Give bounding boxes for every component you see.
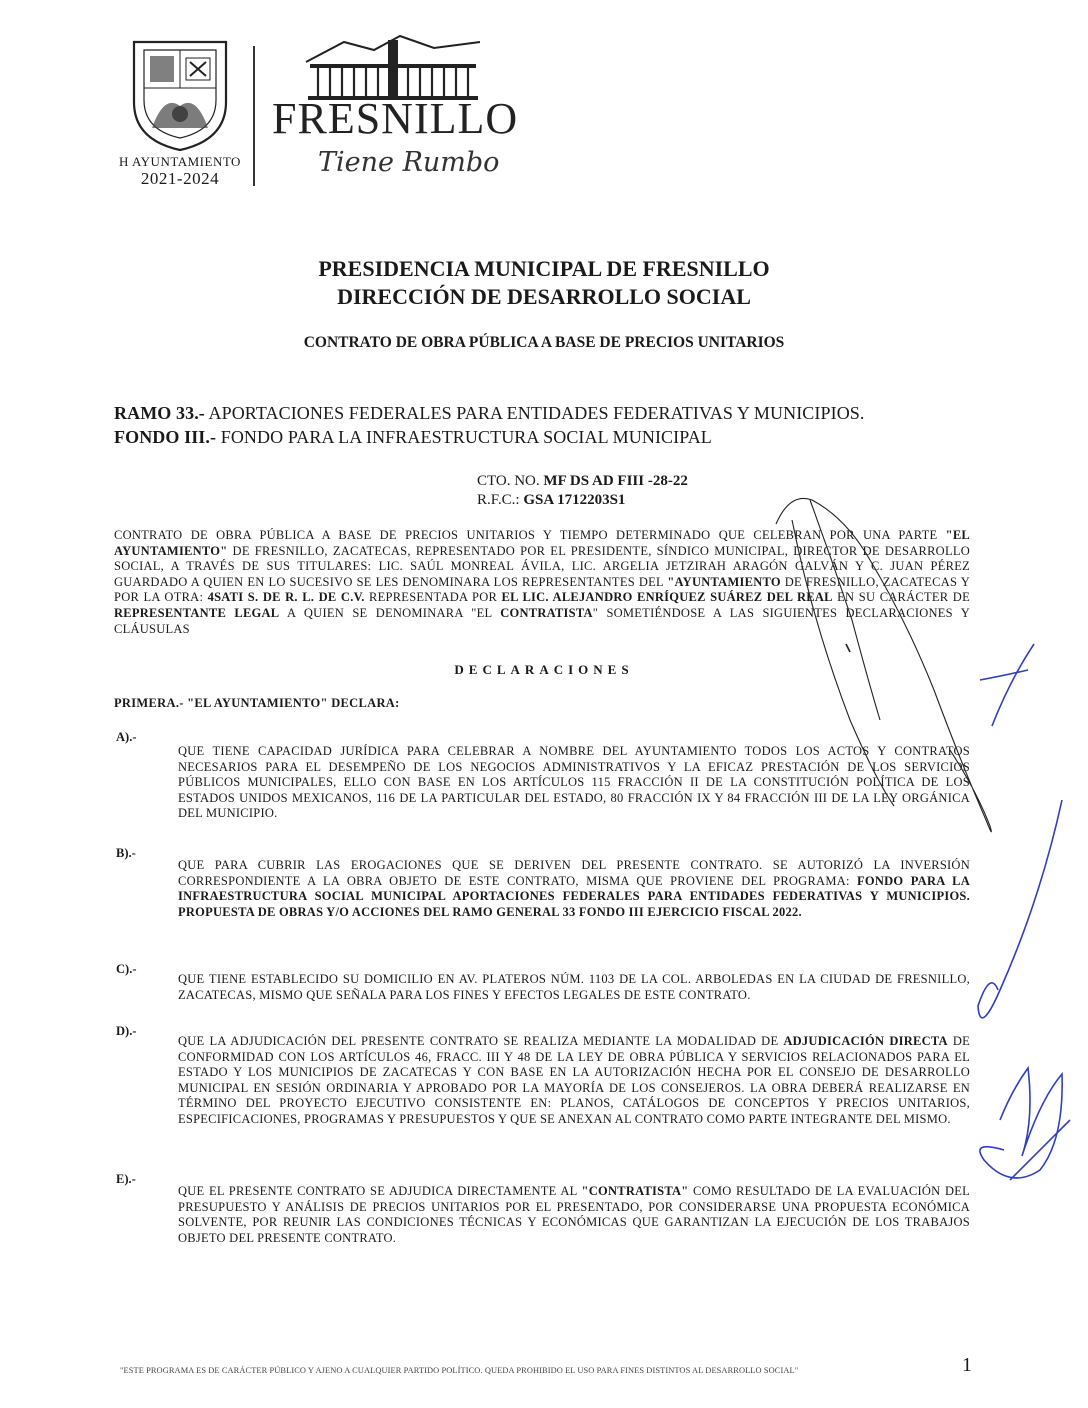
cto-label: CTO. NO. bbox=[477, 473, 544, 489]
clause-e-mark: E).- bbox=[116, 1172, 136, 1186]
ramo-text: APORTACIONES FEDERALES PARA ENTIDADES FEDERATIVAS Y MUNICIPIOS. bbox=[204, 403, 865, 423]
clause-d-text: QUE LA ADJUDICACIÓN DEL PRESENTE CONTRATO SE REALIZA MEDIANTE LA MODALIDAD DE ADJUDICACIÓN DIRECTA DE CONFORMIDAD CON LOS ARTÍCULOS 46, FRACC. III Y 48 DE LA LEY DE OBRA PÚBLICA Y SERVICIOS RELACIONADOS PARA EL ESTADO Y LOS MUNICIPIOS DE ZACATECAS Y CON BASE EN LA AUTORIZACIÓN HECHA POR EL CONSEJO DE DESARROLLO MUNICIPAL EN SESIÓN ORDINARIA Y APROBADO POR LA MAYORÍA DE LOS CONSEJEROS. LA OBRA DEBERÁ REALIZARSE EN TÉRMINO DEL PROYECTO EJECUTIVO CONSISTENTE EN: PLANOS, CATÁLOGOS DE CONCEPTOS Y PRECIOS UNITARIOS, ESPECIFICACIONES, PROGRAMAS Y PRESUPUESTOS Y QUE SE ANEXAN AL CONTRATO COMO PARTE INTEGRANTE DEL MISMO. bbox=[178, 1034, 971, 1126]
brand-name: FRESNILLO bbox=[272, 94, 519, 143]
clause-c-mark: C).- bbox=[116, 962, 137, 976]
contract-subtitle: CONTRATO DE OBRA PÚBLICA A BASE DE PRECIOS UNITARIOS bbox=[303, 334, 785, 351]
fondo-label: FONDO III.- bbox=[114, 427, 217, 447]
contract-intro: CONTRATO DE OBRA PÚBLICA A BASE DE PRECIOS UNITARIOS Y TIEMPO DETERMINADO QUE CELEBRAN POR UNA PARTE "EL AYUNTAMIENTO" DE FRESNILLO, ZACATECAS, REPRESENTADO POR EL PRESIDENTE, SÍNDICO MUNICIPAL, DIRECTOR DE DESARROLLO SOCIAL, A TRAVÉS DE SUS TITULARES: LIC. SAÚL MONREAL ÁVILA, LIC. ARGELIA JETZIRAH ARAGÓN GALVÁN Y C. JUAN PÉREZ GUARDADO A QUIEN EN LO SUCESIVO SE LES DENOMINARA LOS REPRESENTANTES DEL "AYUNTAMIENTO DE FRESNILLO, ZACATECAS Y POR LA OTRA: 4SATI S. DE R. L. DE C.V. REPRESENTADA POR EL LIC. ALEJANDRO ENRÍQUEZ SUÁREZ DEL REAL EN SU CARÁCTER DE REPRESENTANTE LEGAL A QUIEN SE DENOMINARA "EL CONTRATISTA" SOMETIÉNDOSE A LAS SIGUIENTES DECLARACIONES Y CLÁUSULAS bbox=[114, 528, 970, 636]
primera-heading: PRIMERA.- "EL AYUNTAMIENTO" DECLARA: bbox=[114, 696, 400, 710]
clause-b-text: QUE PARA CUBRIR LAS EROGACIONES QUE SE DERIVEN DEL PRESENTE CONTRATO. SE AUTORIZÓ LA INVERSIÓN CORRESPONDIENTE A LA OBRA OBJETO DE ESTE CONTRATO, MISMA QUE PROVIENE DEL PROGRAMA: FONDO PARA LA INFRAESTRUCTURA SOCIAL MUNICIPAL APORTACIONES FEDERALES PARA ENTIDADES FEDERATIVAS Y MUNICIPIOS. PROPUESTA DE OBRAS Y/O ACCIONES DEL RAMO GENERAL 33 FONDO III EJERCICIO FISCAL 2022. bbox=[178, 858, 970, 919]
ayuntamiento-label: H AYUNTAMIENTO bbox=[119, 154, 241, 169]
signature-black-scribble bbox=[776, 498, 991, 831]
clause-b-mark: B).- bbox=[116, 846, 136, 860]
clause-d-mark: D).- bbox=[116, 1024, 137, 1038]
title-presidencia: PRESIDENCIA MUNICIPAL DE FRESNILLO bbox=[318, 256, 770, 281]
clause-a-mark: A).- bbox=[116, 730, 137, 744]
footer-notice: "ESTE PROGRAMA ES DE CARÁCTER PÚBLICO Y AJENO A CUALQUIER PARTIDO POLÍTICO. QUEDA PROHIBIDO EL USO PARA FINES DISTINTOS AL DESARROLLO SOCIAL" bbox=[120, 1366, 799, 1375]
cto-number: MF DS AD FIII -28-22 bbox=[543, 473, 688, 489]
ayuntamiento-years: 2021-2024 bbox=[140, 169, 220, 188]
declaraciones-heading: DECLARACIONES bbox=[454, 662, 634, 677]
rfc-number: GSA 1712203S1 bbox=[523, 492, 626, 508]
fondo-text: FONDO PARA LA INFRAESTRUCTURA SOCIAL MUNICIPAL bbox=[216, 427, 712, 447]
signature-blue-mark bbox=[978, 644, 1070, 1180]
clause-a-text: QUE TIENE CAPACIDAD JURÍDICA PARA CELEBRAR A NOMBRE DEL AYUNTAMIENTO TODOS LOS ACTOS Y CONTRATOS NECESARIOS PARA EL DESEMPEÑO DE LOS NEGOCIOS ADMINISTRATIVOS Y LA EFICAZ PRESTACIÓN DE LOS SERVICIOS PÚBLICOS MUNICIPALES, ELLO CON BASE EN LOS ARTÍCULOS 115 FRACCIÓN II DE LA CONSTITUCIÓN POLÍTICA DE LOS ESTADOS UNIDOS MEXICANOS, 116 DE LA PARTICULAR DEL ESTADO, 80 FRACCIÓN IX Y 84 FRACCIÓN III DE LA LEY ORGÁNICA DEL MUNICIPIO. bbox=[178, 744, 970, 821]
title-direccion: DIRECCIÓN DE DESARROLLO SOCIAL bbox=[337, 284, 751, 309]
rfc-label: R.F.C.: bbox=[477, 492, 524, 508]
ramo-label: RAMO 33.- bbox=[114, 403, 205, 423]
ink-dot bbox=[846, 644, 850, 652]
clause-e-text: QUE EL PRESENTE CONTRATO SE ADJUDICA DIRECTAMENTE AL "CONTRATISTA" COMO RESULTADO DE LA EVALUACIÓN DEL PRESUPUESTO Y ANÁLISIS DE PRECIOS UNITARIOS POR EL PRESENTADO, POR CONSIDERARSE UNA PROPUESTA ECONÓMICA SOLVENTE, POR REUNIR LAS CONDICIONES TÉCNICAS Y ECONÓMICAS QUE GARANTIZAN LA EJECUCIÓN DE LOS TRABAJOS OBJETO DEL PRESENTE CONTRATO. bbox=[178, 1184, 970, 1245]
brand-tagline: Tiene Rumbo bbox=[318, 147, 500, 178]
page-number: 1 bbox=[962, 1354, 972, 1376]
clause-c-text: QUE TIENE ESTABLECIDO SU DOMICILIO EN AV. PLATEROS NÚM. 1103 DE LA COL. ARBOLEDAS EN LA CIUDAD DE FRESNILLO, ZACATECAS, MISMO QUE SEÑALA PARA LOS FINES Y EFECTOS LEGALES DE ESTE CONTRATO. bbox=[178, 972, 970, 1002]
